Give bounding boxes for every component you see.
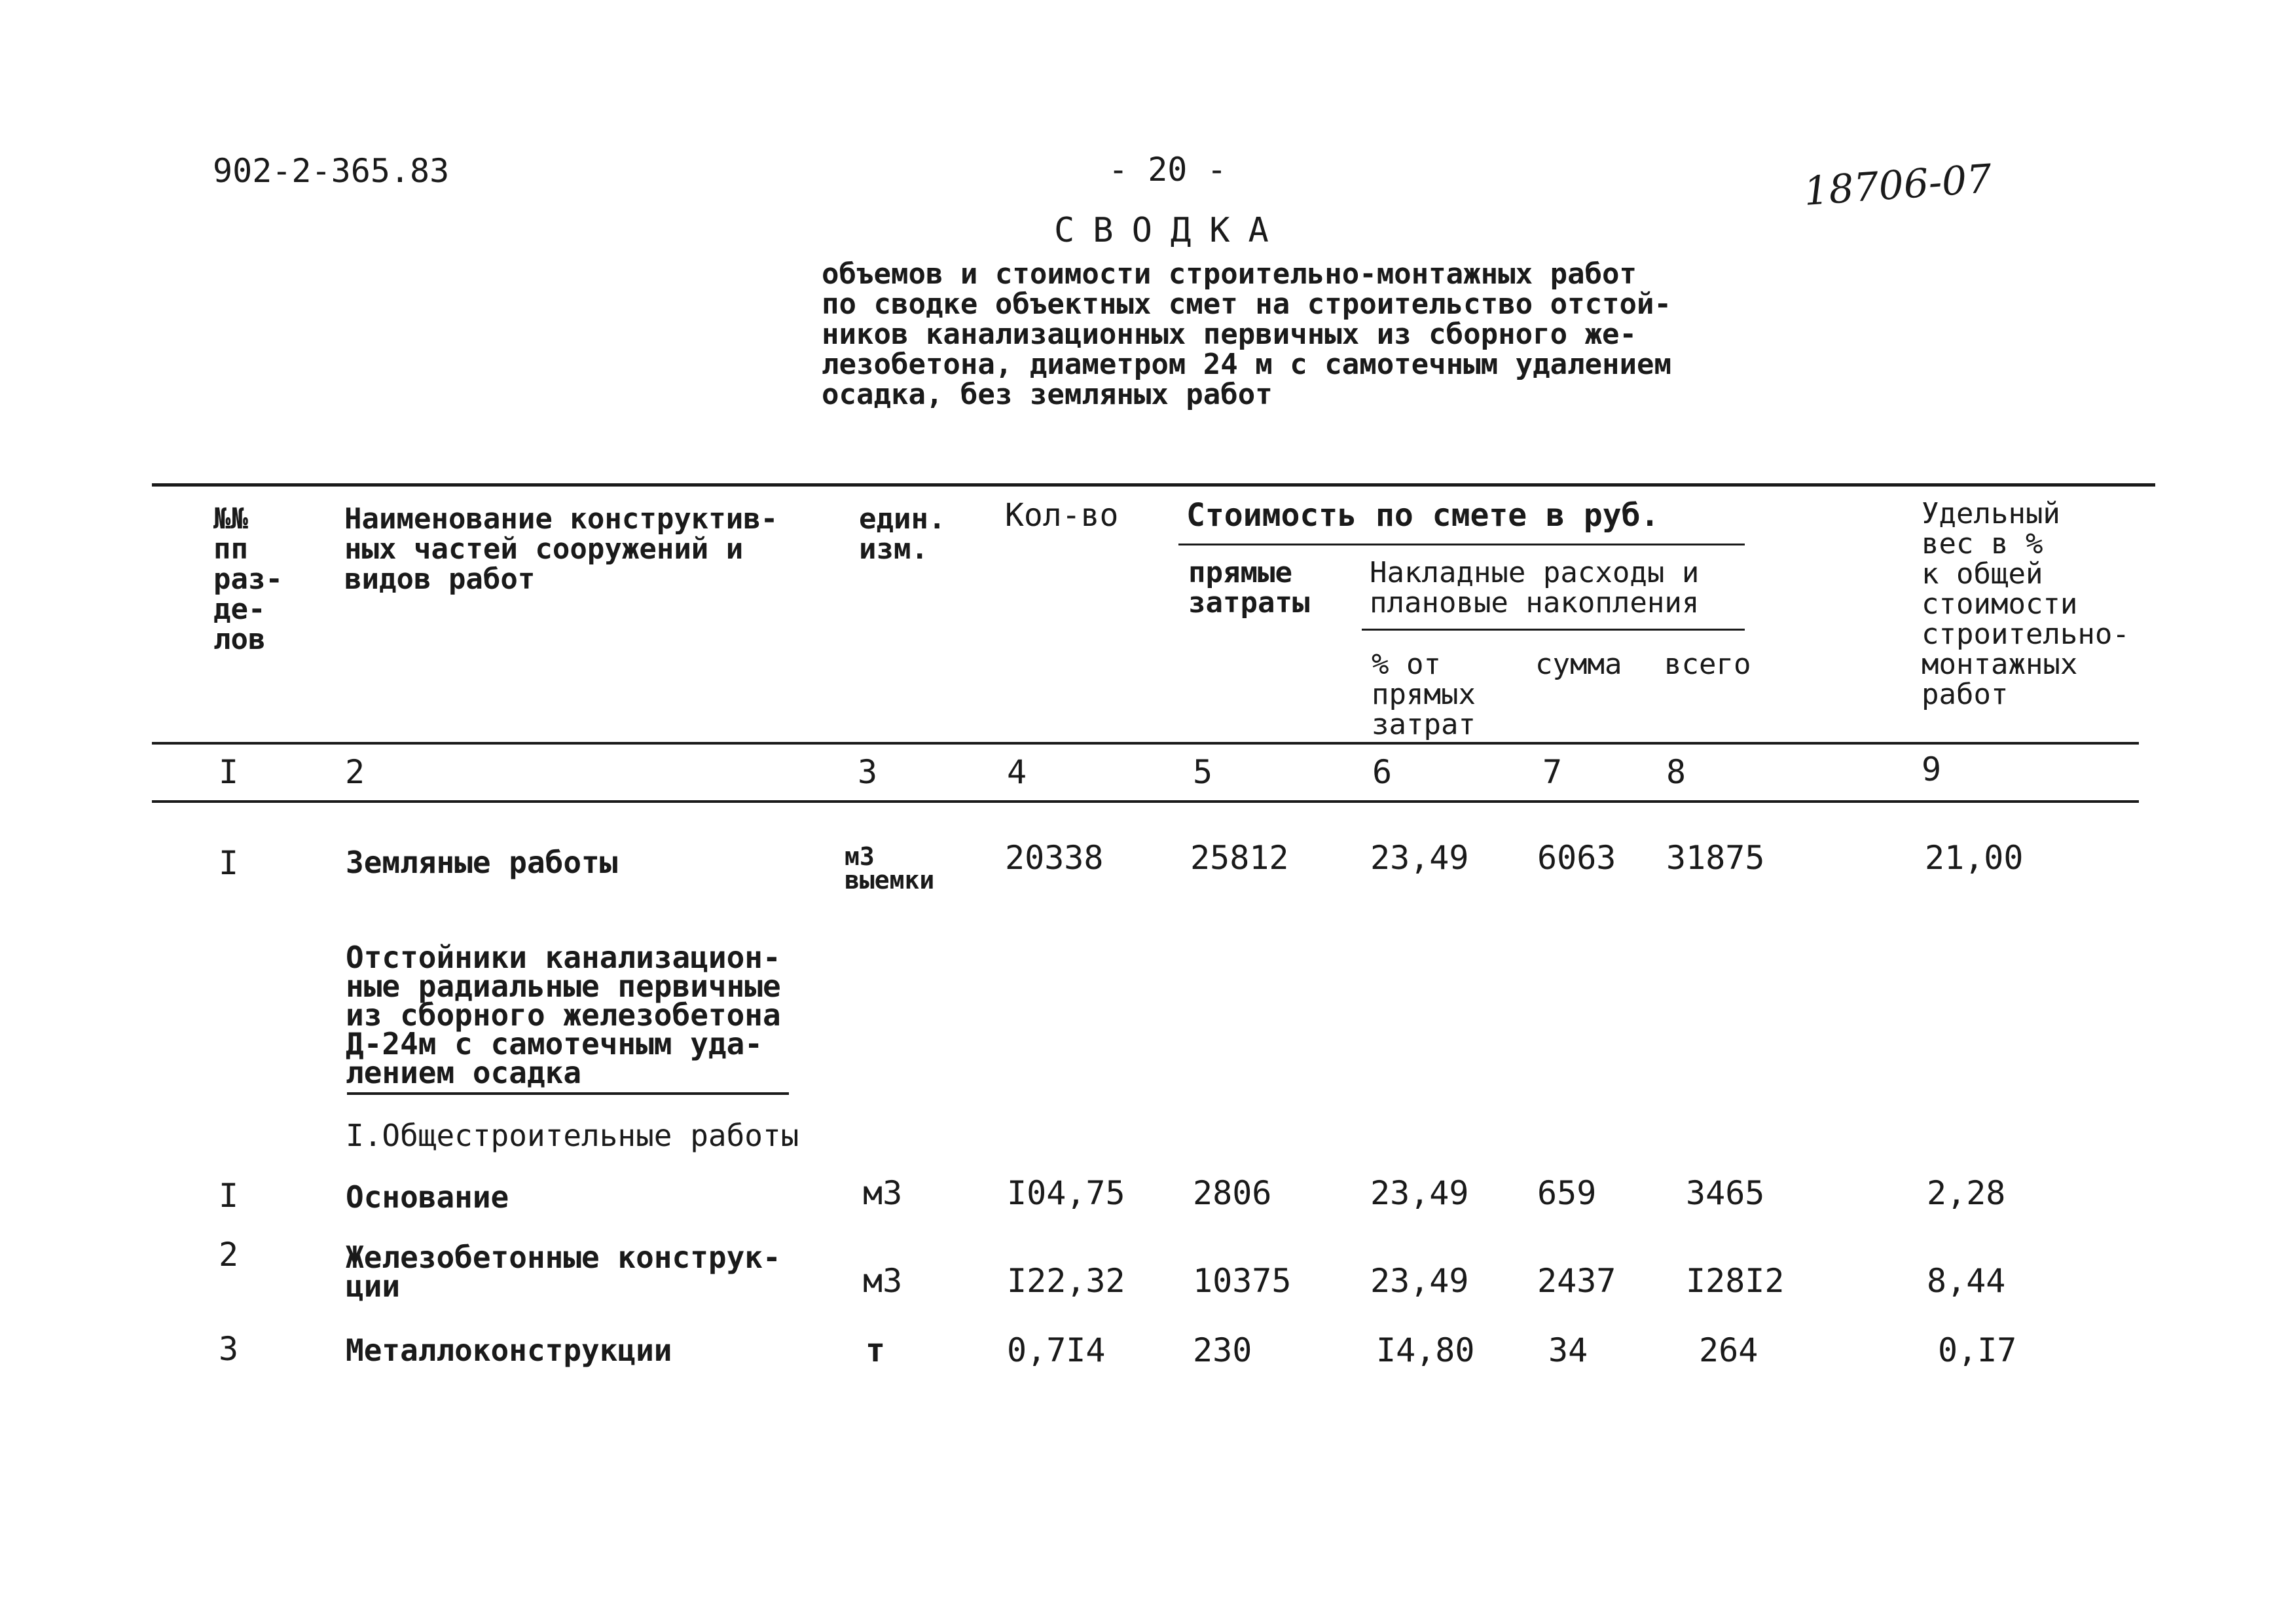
row-overhead-sum: 34 xyxy=(1548,1331,1588,1369)
header-cost-group: Стоимость по смете в руб. xyxy=(1186,497,1660,534)
row-quantity: 20338 xyxy=(1005,839,1104,877)
header-total: всего xyxy=(1664,648,1751,681)
column-number-4: 4 xyxy=(1007,753,1027,791)
column-number-9: 9 xyxy=(1922,750,1942,788)
header-overhead-group: Накладные расходы и плановые накопления xyxy=(1370,556,1700,619)
row-quantity: I04,75 xyxy=(1007,1174,1125,1212)
row-direct-costs: 10375 xyxy=(1193,1262,1292,1300)
column-numbers-rule xyxy=(152,800,2139,803)
subtitle-line: лезобетона, диаметром 24 м с самотечным удалением xyxy=(822,348,1672,381)
page-number: - 20 - xyxy=(1108,151,1227,189)
subtitle-line: ников канализационных первичных из сборного же- xyxy=(822,318,1637,351)
row-total: I28I2 xyxy=(1686,1262,1785,1300)
row-total: 31875 xyxy=(1666,839,1765,877)
column-number-2: 2 xyxy=(345,753,365,791)
subtitle-line: объемов и стоимости строительно-монтажных работ xyxy=(822,257,1637,291)
header-specific-weight: Удельный вес в % к общей стоимости строительно- монтажных работ xyxy=(1922,497,2130,711)
subsection-title: I.Общестроительные работы xyxy=(346,1118,799,1153)
table-top-rule xyxy=(152,483,2155,487)
section-title: Отстойники канализацион- ные радиальные первичные из сборного железобетона Д-24м с самотечным уда- лением осадка xyxy=(346,940,781,1090)
header-bottom-rule xyxy=(152,742,2139,745)
row-total: 3465 xyxy=(1686,1174,1765,1212)
row-number: I xyxy=(219,844,239,882)
subtitle-line: по сводке объектных смет на строительство отстой- xyxy=(822,287,1672,321)
overhead-group-rule xyxy=(1362,629,1745,631)
column-number-6: 6 xyxy=(1372,753,1393,791)
header-sum: сумма xyxy=(1535,648,1622,681)
row-unit: т xyxy=(866,1331,886,1369)
header-unit: един. изм. xyxy=(859,502,946,566)
row-unit: м3 выемки xyxy=(845,842,935,895)
cost-group-rule xyxy=(1178,544,1745,545)
subtitle-line: осадка, без земляных работ xyxy=(822,378,1273,411)
row-number: 3 xyxy=(219,1330,239,1368)
row-specific-weight: 2,28 xyxy=(1927,1174,2006,1212)
column-number-5: 5 xyxy=(1193,753,1213,791)
header-direct-costs: прямые затраты xyxy=(1188,556,1310,619)
row-overhead-sum: 6063 xyxy=(1537,839,1616,877)
document-subtitle xyxy=(822,259,1671,410)
handwritten-stamp: 18706-07 xyxy=(1802,156,1994,215)
row-number: I xyxy=(219,1177,239,1215)
row-unit: м3 xyxy=(863,1174,903,1212)
column-number-1: I xyxy=(219,753,239,791)
header-percent-of-direct: % от прямых затрат xyxy=(1372,648,1476,741)
row-direct-costs: 25812 xyxy=(1190,839,1289,877)
column-number-7: 7 xyxy=(1542,753,1563,791)
row-overhead-percent: 23,49 xyxy=(1370,1174,1469,1212)
row-overhead-percent: I4,80 xyxy=(1376,1331,1475,1369)
row-direct-costs: 2806 xyxy=(1193,1174,1272,1212)
section-title-underline xyxy=(347,1092,789,1095)
column-number-3: 3 xyxy=(858,753,878,791)
row-overhead-percent: 23,49 xyxy=(1370,839,1469,877)
row-number: 2 xyxy=(219,1236,239,1274)
row-specific-weight: 8,44 xyxy=(1927,1262,2006,1300)
header-work-name: Наименование конструктив- ных частей сооружений и видов работ xyxy=(344,502,778,596)
row-direct-costs: 230 xyxy=(1193,1331,1252,1369)
row-overhead-sum: 659 xyxy=(1537,1174,1597,1212)
header-section-number: №№ пп раз- де- лов xyxy=(213,502,283,656)
row-specific-weight: 21,00 xyxy=(1925,839,2024,877)
row-total: 264 xyxy=(1699,1331,1758,1369)
column-number-8: 8 xyxy=(1666,753,1686,791)
document-code: 902-2-365.83 xyxy=(213,152,450,190)
row-work-name: Металлоконструкции xyxy=(346,1333,672,1368)
row-unit: м3 xyxy=(863,1262,903,1300)
row-specific-weight: 0,I7 xyxy=(1938,1331,2017,1369)
document-title: СВОДКА xyxy=(1054,211,1287,250)
row-work-name: Основание xyxy=(346,1179,509,1215)
row-quantity: I22,32 xyxy=(1007,1262,1125,1300)
row-overhead-sum: 2437 xyxy=(1537,1262,1616,1300)
row-quantity: 0,7I4 xyxy=(1007,1331,1106,1369)
row-overhead-percent: 23,49 xyxy=(1370,1262,1469,1300)
row-work-name: Земляные работы xyxy=(346,845,618,880)
header-quantity: Кол-во xyxy=(1005,497,1119,534)
row-work-name: Железобетонные конструк- ции xyxy=(346,1240,781,1304)
